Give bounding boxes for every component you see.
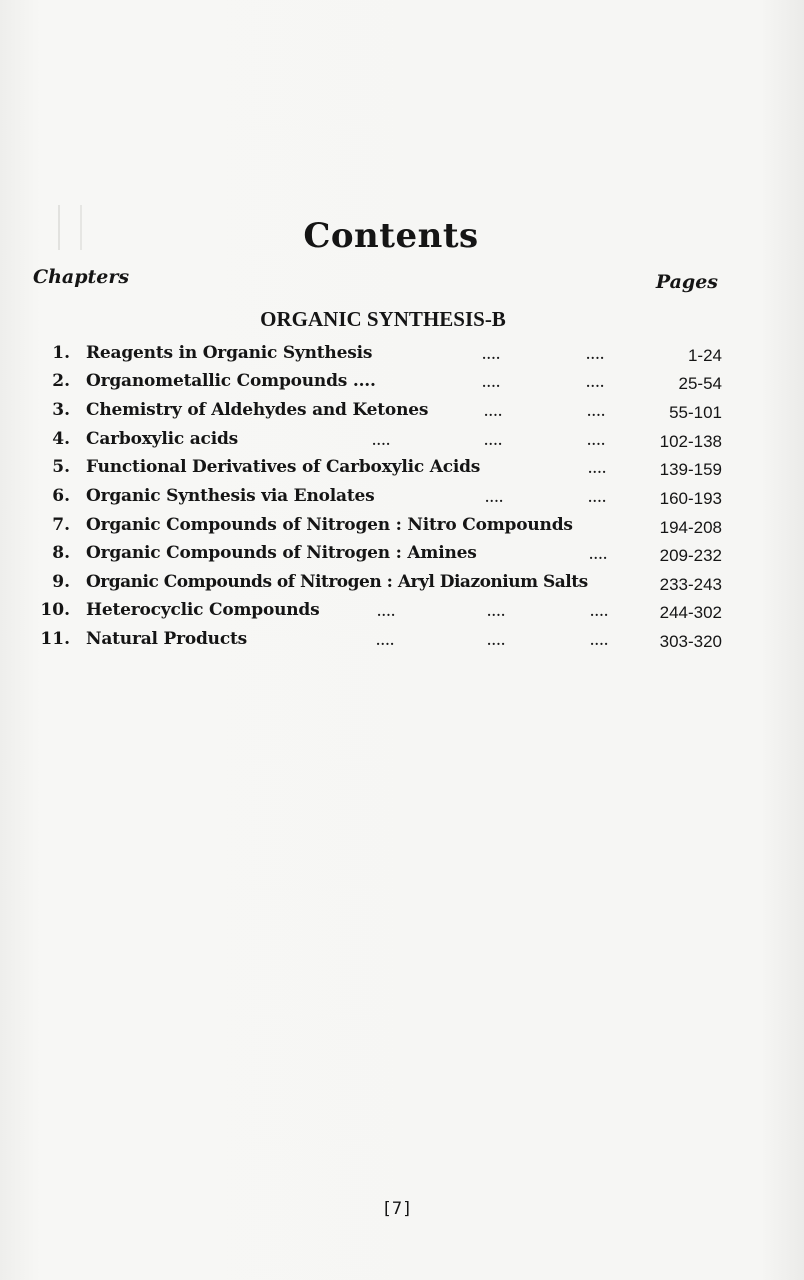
chapters-column-header: Chapters (33, 266, 130, 288)
chapter-title: Organic Compounds of Nitrogen : Nitro Compounds (86, 515, 573, 535)
leader-dots: .... (590, 634, 609, 648)
chapter-title: Functional Derivatives of Carboxylic Acids (86, 457, 481, 477)
chapter-title: Chemistry of Aldehydes and Ketones (86, 400, 429, 420)
chapter-pages: 55-101 (669, 403, 722, 422)
toc-row (0, 515, 804, 543)
chapter-pages: 1-24 (687, 346, 722, 365)
leader-dots: .... (482, 348, 501, 362)
toc-row (0, 486, 804, 514)
toc-row (0, 343, 804, 371)
chapter-number: 10. (40, 600, 70, 620)
chapter-title: Organic Synthesis via Enolates (86, 486, 375, 506)
toc-row (0, 543, 804, 571)
leader-dots: .... (589, 548, 608, 562)
chapter-pages: 244-302 (659, 603, 722, 622)
leader-dots: .... (487, 605, 506, 619)
chapter-pages: 233-243 (659, 575, 722, 594)
chapter-pages: 25-54 (678, 374, 722, 393)
chapter-number: 11. (40, 629, 70, 649)
chapter-number: 3. (52, 400, 70, 420)
chapter-number: 8. (52, 543, 70, 563)
pages-column-header: Pages (655, 271, 718, 293)
leader-dots: .... (485, 491, 504, 505)
chapter-number: 2. (52, 371, 70, 391)
toc-row (0, 600, 804, 628)
chapter-number: 6. (52, 486, 70, 506)
toc-row (0, 629, 804, 657)
toc-row (0, 429, 804, 457)
toc-row (0, 400, 804, 428)
toc-row (0, 371, 804, 399)
table-of-contents (0, 343, 804, 673)
leader-dots: .... (377, 605, 396, 619)
page-title: Contents (303, 216, 479, 256)
leader-dots: .... (588, 462, 607, 476)
leader-dots: .... (586, 376, 605, 390)
chapter-title: Natural Products (86, 629, 248, 649)
leader-dots: .... (484, 405, 503, 419)
leader-dots: .... (586, 348, 605, 362)
leader-dots: .... (587, 405, 606, 419)
chapter-title: Organic Compounds of Nitrogen : Amines (86, 543, 477, 563)
section-title: ORGANIC SYNTHESIS-B (260, 307, 506, 331)
leader-dots: .... (482, 376, 501, 390)
toc-row (0, 572, 804, 600)
leader-dots: .... (587, 434, 606, 448)
toc-row (0, 457, 804, 485)
page-number: [7] (381, 1199, 413, 1219)
chapter-number: 1. (52, 343, 70, 363)
chapter-number: 7. (52, 515, 70, 535)
chapter-pages: 102-138 (659, 432, 722, 451)
chapter-pages: 303-320 (659, 632, 722, 651)
chapter-number: 5. (52, 457, 70, 477)
chapter-title: Organic Compounds of Nitrogen : Aryl Diazonium Salts (86, 572, 588, 592)
chapter-pages: 194-208 (659, 518, 722, 537)
leader-dots: .... (588, 491, 607, 505)
chapter-title: Heterocyclic Compounds (86, 600, 320, 620)
chapter-title: Carboxylic acids (86, 429, 239, 449)
leader-dots: .... (372, 434, 391, 448)
chapter-number: 4. (52, 429, 70, 449)
chapter-title: Reagents in Organic Synthesis (86, 343, 373, 363)
leader-dots: .... (590, 605, 609, 619)
chapter-title: Organometallic Compounds .... (86, 371, 376, 391)
chapter-pages: 160-193 (659, 489, 722, 508)
chapter-number: 9. (52, 572, 70, 592)
chapter-pages: 209-232 (659, 546, 722, 565)
leader-dots: .... (487, 634, 506, 648)
chapter-pages: 139-159 (659, 460, 722, 479)
leader-dots: .... (376, 634, 395, 648)
leader-dots: .... (484, 434, 503, 448)
